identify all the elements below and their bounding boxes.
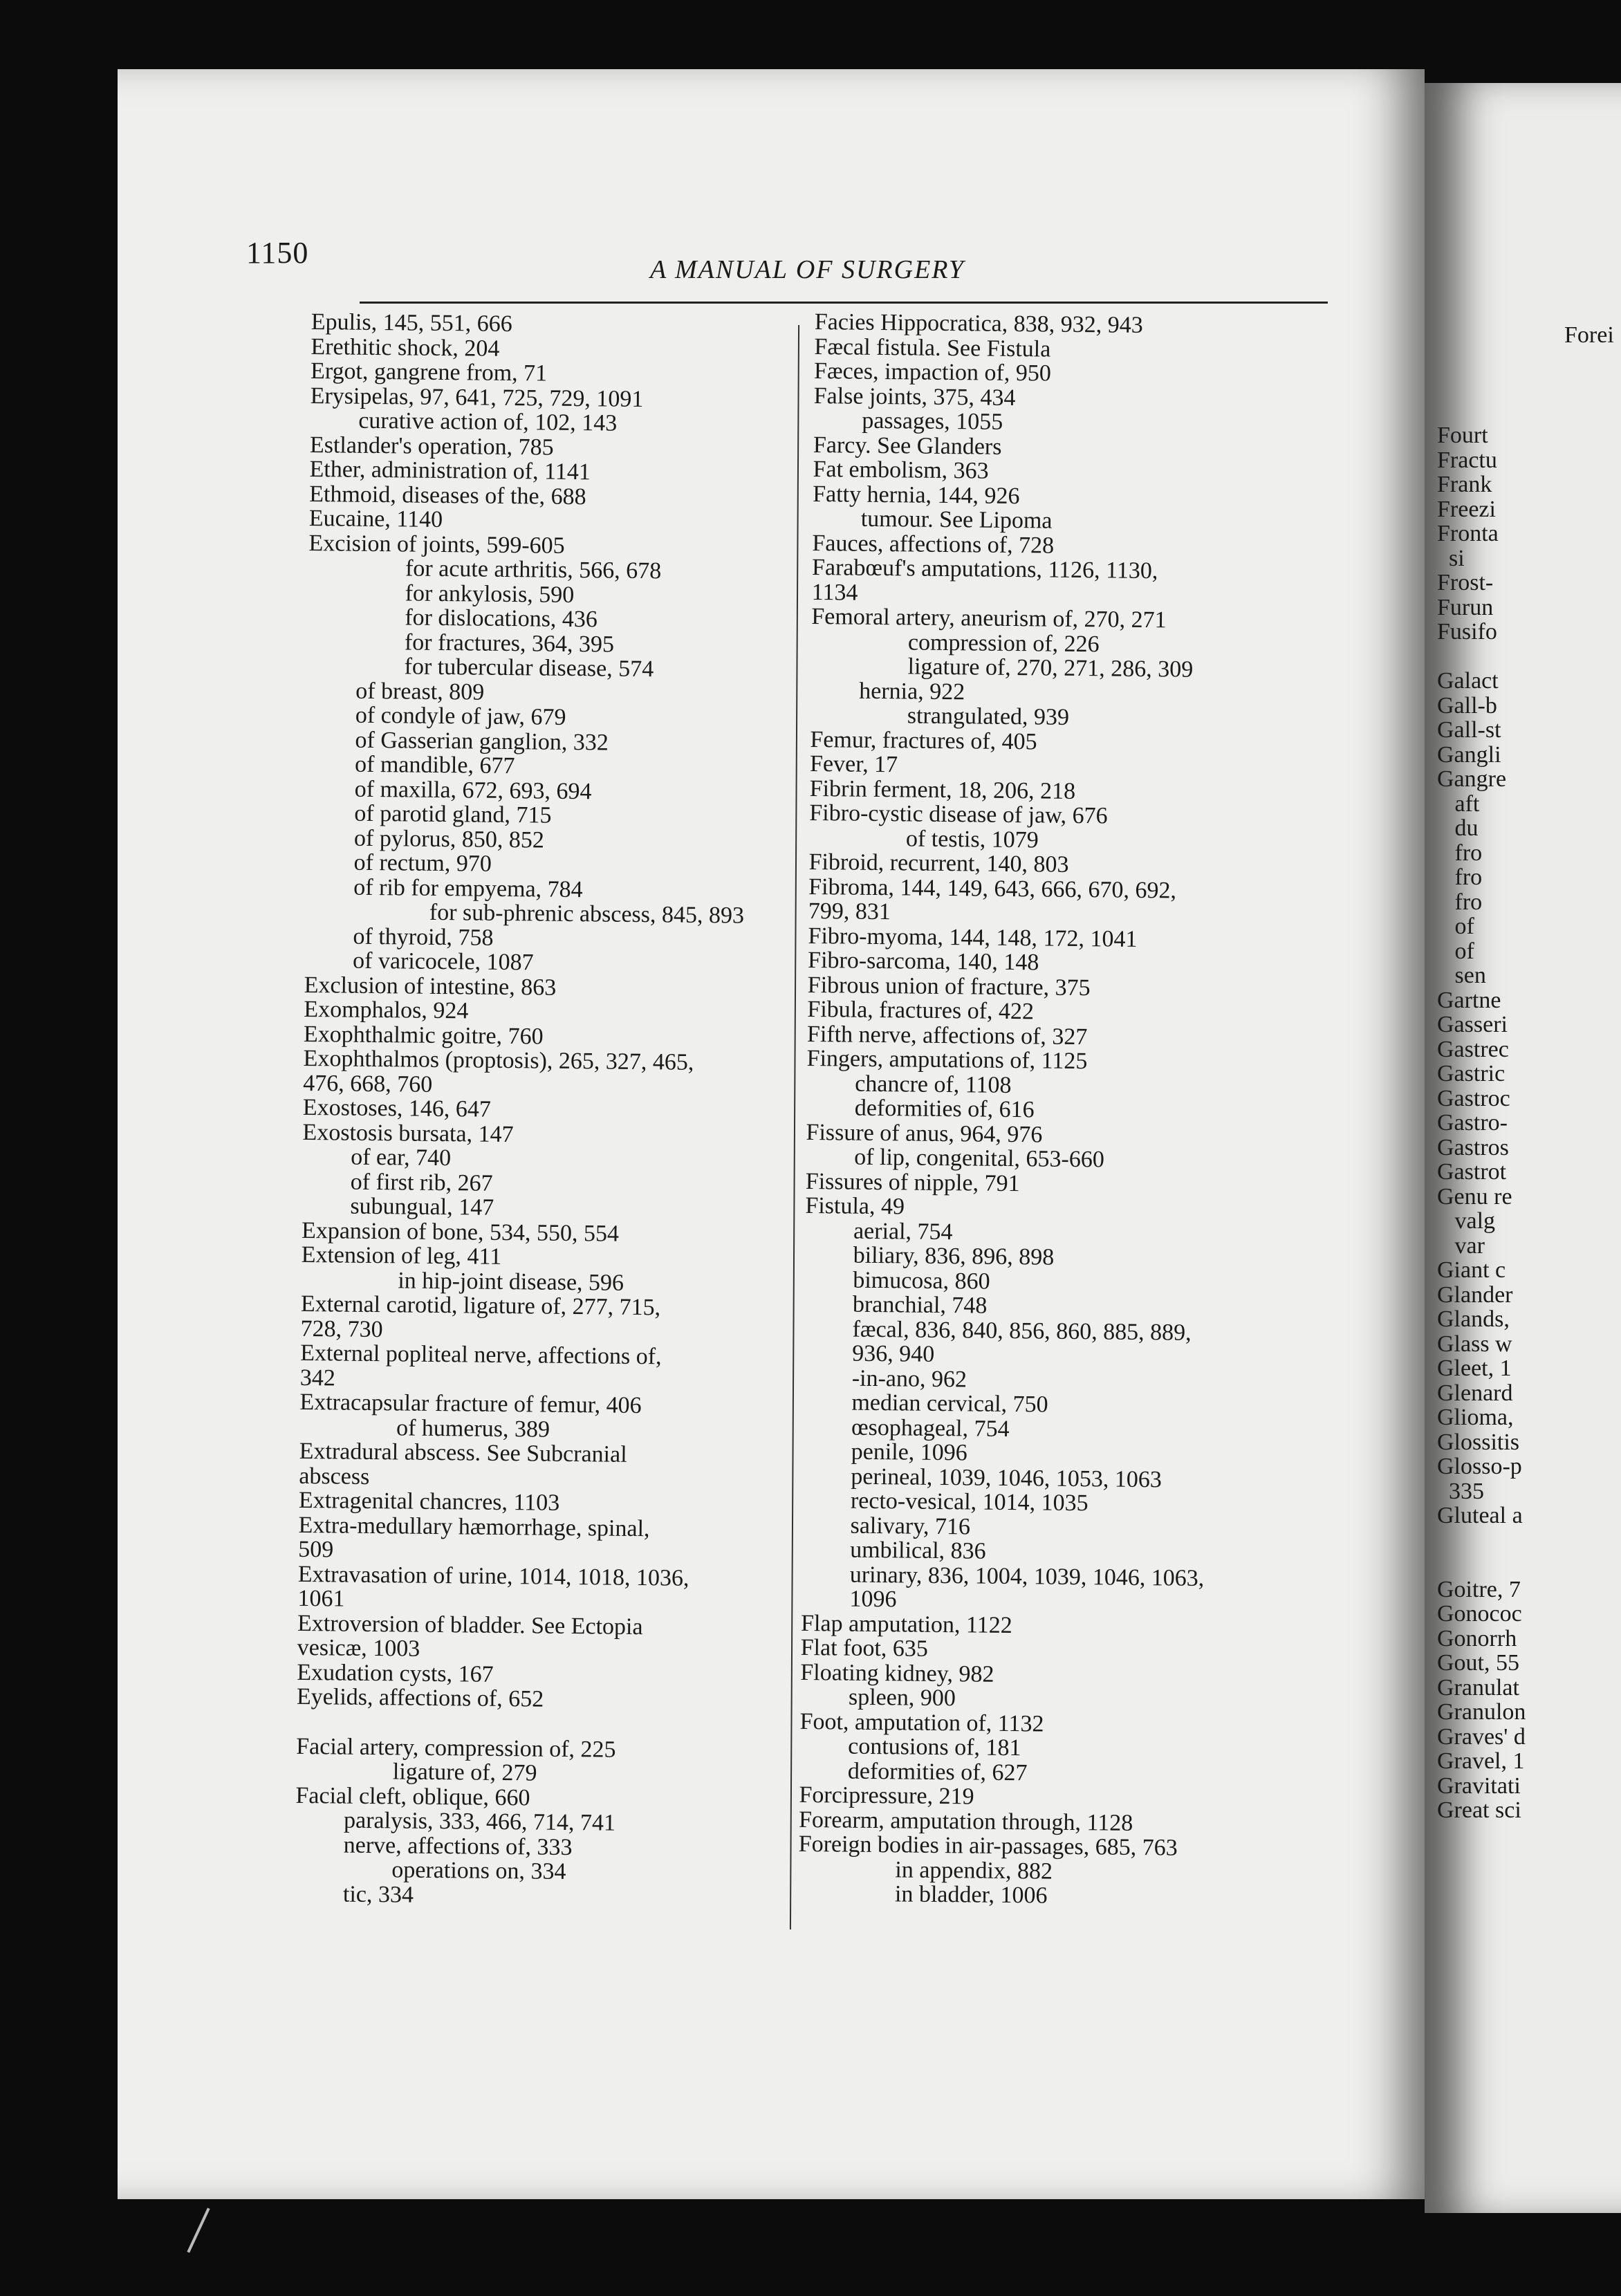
index-entry: Fibula, fractures of, 422 bbox=[807, 996, 1035, 1025]
facing-page-entry: Gleet, 1 bbox=[1437, 1355, 1512, 1381]
facing-page-entry: Gartne bbox=[1437, 987, 1501, 1013]
index-entry: Farabœuf's amputations, 1126, 1130, bbox=[811, 554, 1158, 584]
facing-page-entry bbox=[1437, 645, 1526, 669]
index-entry: Foreign bodies in air-passages, 685, 763 bbox=[798, 1831, 1178, 1861]
index-entry: 1096 bbox=[849, 1586, 897, 1613]
index-entry: 509 bbox=[298, 1536, 334, 1563]
index-entry: passages, 1055 bbox=[862, 407, 1003, 435]
facing-page-entry: Glands, bbox=[1437, 1306, 1510, 1332]
index-entry: of pylorus, 850, 852 bbox=[353, 825, 545, 853]
index-entry: of first rib, 267 bbox=[350, 1169, 493, 1196]
index-entry: 476, 668, 760 bbox=[303, 1070, 433, 1098]
facing-page-entry: Gonococ bbox=[1437, 1601, 1522, 1627]
index-entry: of rib for empyema, 784 bbox=[353, 874, 583, 902]
index-entry: for dislocations, 436 bbox=[405, 604, 598, 633]
index-entry: Fingers, amputations of, 1125 bbox=[806, 1045, 1088, 1075]
index-entry: œsophageal, 754 bbox=[851, 1414, 1010, 1442]
facing-page-entry: Gastroc bbox=[1437, 1085, 1510, 1111]
index-entry: 342 bbox=[299, 1364, 336, 1391]
index-entry: Fibrous union of fracture, 375 bbox=[807, 972, 1091, 1001]
index-entry: Fibro-cystic disease of jaw, 676 bbox=[809, 799, 1108, 829]
index-entry: Foot, amputation of, 1132 bbox=[799, 1708, 1044, 1737]
index-entry: Floating kidney, 982 bbox=[800, 1659, 994, 1687]
facing-page-entry bbox=[1437, 350, 1526, 375]
index-entry: chancre of, 1108 bbox=[855, 1071, 1012, 1098]
facing-page-entry: fro bbox=[1437, 864, 1483, 890]
index-entry: Fibroid, recurrent, 140, 803 bbox=[808, 849, 1069, 878]
index-entry: Flap amputation, 1122 bbox=[800, 1610, 1012, 1638]
index-entry: ligature of, 270, 271, 286, 309 bbox=[907, 654, 1194, 683]
index-entry: nerve, affections of, 333 bbox=[343, 1832, 573, 1860]
index-entry: Extra-medullary hæmorrhage, spinal, bbox=[298, 1512, 650, 1542]
index-entry: of thyroid, 758 bbox=[353, 923, 494, 951]
facing-page-header: Forei bbox=[1564, 322, 1614, 348]
facing-page-entry: Genu re bbox=[1437, 1183, 1512, 1210]
facing-page-entry: Fractu bbox=[1437, 447, 1497, 473]
index-entry: Exostosis bursata, 147 bbox=[302, 1119, 514, 1147]
index-entry: for acute arthritis, 566, 678 bbox=[405, 555, 662, 584]
facing-page-entry: of bbox=[1437, 914, 1474, 939]
index-entry: 799, 831 bbox=[808, 898, 891, 925]
index-entry: Eyelids, affections of, 652 bbox=[296, 1683, 544, 1712]
index-entry: Exudation cysts, 167 bbox=[297, 1659, 494, 1687]
index-entry: median cervical, 750 bbox=[851, 1389, 1048, 1418]
facing-page-entry: valg bbox=[1437, 1208, 1496, 1234]
index-entry: strangulated, 939 bbox=[907, 703, 1070, 730]
index-entry: branchial, 748 bbox=[852, 1291, 988, 1319]
facing-page-entry: Granulon bbox=[1437, 1699, 1526, 1725]
index-entry: False joints, 375, 434 bbox=[813, 382, 1016, 411]
index-entry: Facial artery, compression of, 225 bbox=[296, 1733, 616, 1763]
index-entry: Ether, administration of, 1141 bbox=[309, 456, 591, 485]
facing-page-entry bbox=[1437, 325, 1526, 350]
index-entry: of condyle of jaw, 679 bbox=[355, 702, 566, 730]
facing-page-entry: Granulat bbox=[1437, 1674, 1519, 1701]
index-entry: hernia, 922 bbox=[859, 678, 965, 705]
index-entry: for sub-phrenic abscess, 845, 893 bbox=[429, 899, 745, 929]
facing-page-entry: Glass w bbox=[1437, 1331, 1512, 1357]
index-column-right bbox=[798, 310, 1299, 1911]
index-entry: Forcipressure, 219 bbox=[799, 1781, 974, 1810]
index-entry: of breast, 809 bbox=[355, 678, 485, 705]
facing-page-entry: Gonorrh bbox=[1437, 1625, 1517, 1651]
index-entry: of testis, 1079 bbox=[905, 825, 1039, 853]
index-entry: Fæcal fistula. See Fistula bbox=[814, 333, 1051, 362]
facing-page-entry: 335 bbox=[1437, 1478, 1484, 1504]
index-entry: fæcal, 836, 840, 856, 860, 885, 889, bbox=[852, 1316, 1192, 1346]
facing-page-entry: Gall-st bbox=[1437, 717, 1501, 743]
index-entry: Expansion of bone, 534, 550, 554 bbox=[301, 1217, 620, 1247]
index-entry: of parotid gland, 715 bbox=[354, 800, 552, 828]
index-entry: Fat embolism, 363 bbox=[813, 456, 989, 484]
index-entry: Femur, fractures of, 405 bbox=[810, 726, 1037, 754]
facing-page-entry: var bbox=[1437, 1232, 1485, 1259]
facing-page-entry: of bbox=[1437, 938, 1474, 964]
index-column-left bbox=[295, 310, 795, 1911]
index-entry: deformities of, 616 bbox=[854, 1095, 1035, 1123]
index-entry: Excision of joints, 599-605 bbox=[308, 530, 565, 559]
facing-page-entry: aft bbox=[1437, 790, 1480, 817]
facing-page-entry: fro bbox=[1437, 840, 1483, 866]
facing-page-entry: Gastric bbox=[1437, 1061, 1506, 1086]
index-entry: 1134 bbox=[811, 579, 858, 606]
index-entry: deformities of, 627 bbox=[847, 1758, 1028, 1786]
index-entry: bimucosa, 860 bbox=[853, 1267, 990, 1295]
facing-page-entry: Graves' d bbox=[1437, 1723, 1526, 1750]
facing-page-entry: Gangli bbox=[1437, 741, 1501, 768]
index-entry: in bladder, 1006 bbox=[894, 1881, 1048, 1909]
index-entry: Fifth nerve, affections of, 327 bbox=[806, 1021, 1088, 1050]
index-entry: biliary, 836, 896, 898 bbox=[853, 1242, 1055, 1270]
index-entry: Fauces, affections of, 728 bbox=[812, 530, 1055, 559]
index-entry: curative action of, 102, 143 bbox=[358, 407, 618, 436]
facing-page-entry: Fusifo bbox=[1437, 619, 1497, 645]
index-entry: Eucaine, 1140 bbox=[308, 505, 443, 533]
facing-page-entry bbox=[1437, 1528, 1526, 1553]
facing-page-entry: Gluteal a bbox=[1437, 1503, 1523, 1528]
running-title: A MANUAL OF SURGERY bbox=[650, 255, 965, 284]
facing-page-entry bbox=[1437, 374, 1526, 399]
facing-page-column bbox=[1437, 325, 1526, 1823]
index-entry: tic, 334 bbox=[342, 1881, 414, 1908]
index-entry: Erethitic shock, 204 bbox=[311, 333, 500, 362]
index-entry: Fissure of anus, 964, 976 bbox=[806, 1119, 1043, 1148]
facing-page-entry: Frost- bbox=[1437, 570, 1494, 595]
index-entry: in hip-joint disease, 596 bbox=[398, 1267, 624, 1296]
index-entry: Fatty hernia, 144, 926 bbox=[813, 481, 1020, 509]
index-entry: for ankylosis, 590 bbox=[405, 580, 575, 608]
index-entry: Ergot, gangrene from, 71 bbox=[310, 358, 548, 387]
index-entry: -in-ano, 962 bbox=[851, 1365, 967, 1392]
facing-page-entry: Gastros bbox=[1437, 1134, 1509, 1160]
index-entry: Fæces, impaction of, 950 bbox=[813, 358, 1052, 387]
facing-page-entry: Gastro- bbox=[1437, 1110, 1508, 1136]
index-entry: Exclusion of intestine, 863 bbox=[304, 972, 557, 1001]
index-entry: salivary, 716 bbox=[850, 1512, 971, 1539]
index-entry: spleen, 900 bbox=[848, 1684, 956, 1712]
index-entry: Exomphalos, 924 bbox=[304, 996, 469, 1024]
index-entry: of ear, 740 bbox=[350, 1144, 452, 1172]
index-entry: Exophthalmos (proptosis), 265, 327, 465, bbox=[303, 1045, 694, 1075]
facing-page-entry: Gravel, 1 bbox=[1437, 1748, 1525, 1774]
facing-page-entry: Fronta bbox=[1437, 521, 1499, 546]
facing-page-entry: fro bbox=[1437, 889, 1483, 915]
index-entry: External popliteal nerve, affections of, bbox=[300, 1340, 662, 1370]
index-entry: abscess bbox=[299, 1463, 370, 1490]
scan-mark bbox=[187, 2207, 210, 2252]
facing-page-entry: Gall-b bbox=[1437, 692, 1497, 719]
facing-page-entry: Gasseri bbox=[1437, 1012, 1508, 1037]
facing-page-entry: Frank bbox=[1437, 472, 1492, 497]
index-entry: of rectum, 970 bbox=[353, 849, 492, 877]
index-entry: of Gasserian ganglion, 332 bbox=[355, 727, 609, 756]
facing-page-entry: Freezi bbox=[1437, 496, 1496, 522]
facing-page-entry: Gangre bbox=[1437, 766, 1507, 792]
facing-page-entry: Gravitati bbox=[1437, 1772, 1521, 1799]
index-entry: urinary, 836, 1004, 1039, 1046, 1063, bbox=[849, 1562, 1205, 1591]
index-entry: Fibro-myoma, 144, 148, 172, 1041 bbox=[808, 923, 1138, 952]
index-entry: Extradural abscess. See Subcranial bbox=[299, 1438, 627, 1468]
facing-page-entry: Glenard bbox=[1437, 1380, 1513, 1406]
index-entry: Exostoses, 146, 647 bbox=[302, 1094, 492, 1122]
index-entry: for tubercular disease, 574 bbox=[404, 654, 654, 683]
index-entry: Extroversion of bladder. See Ectopia bbox=[297, 1610, 643, 1640]
facing-page-entry: Great sci bbox=[1437, 1797, 1521, 1823]
index-entry: of lip, congenital, 653-660 bbox=[853, 1144, 1105, 1173]
index-entry: Flat foot, 635 bbox=[800, 1634, 929, 1662]
index-entry: 728, 730 bbox=[300, 1315, 383, 1342]
index-entry: recto-vesical, 1014, 1035 bbox=[850, 1488, 1089, 1517]
index-entry: perineal, 1039, 1046, 1053, 1063 bbox=[851, 1463, 1163, 1492]
facing-page-entry: Glossitis bbox=[1437, 1429, 1520, 1455]
index-entry: contusions of, 181 bbox=[848, 1733, 1021, 1761]
facing-page-entry: Gout, 55 bbox=[1437, 1650, 1519, 1676]
index-entry: of mandible, 677 bbox=[354, 751, 515, 779]
index-entry: Forearm, amputation through, 1128 bbox=[798, 1806, 1133, 1836]
index-entry: Femoral artery, aneurism of, 270, 271 bbox=[811, 603, 1167, 633]
index-entry: ligature of, 279 bbox=[392, 1759, 537, 1786]
header-rule bbox=[360, 302, 1328, 304]
index-entry: in appendix, 882 bbox=[895, 1856, 1053, 1885]
index-entry: Fibro-sarcoma, 140, 148 bbox=[807, 947, 1039, 976]
index-entry: Fissures of nipple, 791 bbox=[805, 1168, 1020, 1196]
facing-page-entry: Fourt bbox=[1437, 423, 1488, 448]
index-entry: Fever, 17 bbox=[809, 750, 898, 778]
index-entry: aerial, 754 bbox=[853, 1218, 953, 1245]
index-entry: Facial cleft, oblique, 660 bbox=[295, 1782, 530, 1811]
facing-page-entry: Glioma, bbox=[1437, 1405, 1514, 1430]
facing-page-entry: Furun bbox=[1437, 594, 1494, 620]
facing-page-entry: Giant c bbox=[1437, 1257, 1506, 1283]
index-entry: Erysipelas, 97, 641, 725, 729, 1091 bbox=[310, 382, 644, 412]
index-entry: subungual, 147 bbox=[350, 1193, 494, 1221]
index-entry: penile, 1096 bbox=[851, 1438, 967, 1466]
index-entry: tumour. See Lipoma bbox=[860, 506, 1053, 534]
index-entry: Extracapsular fracture of femur, 406 bbox=[299, 1389, 642, 1419]
index-entry: of humerus, 389 bbox=[396, 1414, 550, 1443]
index-entry: vesicæ, 1003 bbox=[297, 1634, 420, 1662]
index-entry: paralysis, 333, 466, 714, 741 bbox=[343, 1807, 616, 1836]
facing-page-entry: Galact bbox=[1437, 668, 1499, 694]
index-entry: of varicocele, 1087 bbox=[352, 947, 534, 976]
index-entry: Extravasation of urine, 1014, 1018, 1036, bbox=[297, 1561, 689, 1591]
facing-page-entry: Goitre, 7 bbox=[1437, 1576, 1521, 1602]
index-entry: operations on, 334 bbox=[391, 1857, 566, 1885]
index-entry: Epulis, 145, 551, 666 bbox=[311, 309, 512, 337]
index-entry: Farcy. See Glanders bbox=[813, 432, 1002, 460]
index-entry: Extragenital chancres, 1103 bbox=[298, 1487, 560, 1516]
facing-page-entry: du bbox=[1437, 815, 1479, 841]
index-entry: 1061 bbox=[297, 1585, 345, 1612]
facing-page-entry: sen bbox=[1437, 963, 1486, 988]
index-entry: for fractures, 364, 395 bbox=[404, 629, 615, 658]
index-entry: Exophthalmic goitre, 760 bbox=[303, 1021, 544, 1050]
index-entry: umbilical, 836 bbox=[850, 1537, 986, 1564]
facing-page-entry: si bbox=[1437, 545, 1465, 571]
facing-page-entry: Gastrec bbox=[1437, 1036, 1509, 1062]
index-entry: Ethmoid, diseases of the, 688 bbox=[309, 481, 586, 510]
index-entry: Facies Hippocratica, 838, 932, 943 bbox=[814, 309, 1143, 338]
index-entry: Estlander's operation, 785 bbox=[309, 432, 554, 461]
index-entry: Fibroma, 144, 149, 643, 666, 670, 692, bbox=[808, 873, 1177, 904]
facing-page-entry: Glander bbox=[1437, 1281, 1513, 1308]
facing-page-entry: Gastrot bbox=[1437, 1159, 1507, 1185]
facing-page-entry bbox=[1437, 1553, 1526, 1577]
index-entry: Extension of leg, 411 bbox=[301, 1241, 502, 1270]
index-entry: Fistula, 49 bbox=[805, 1192, 905, 1220]
facing-page-entry: Glosso-p bbox=[1437, 1454, 1522, 1479]
index-entry: compression of, 226 bbox=[907, 629, 1100, 657]
index-entry: External carotid, ligature of, 277, 715, bbox=[300, 1290, 661, 1321]
index-entry: 936, 940 bbox=[852, 1340, 935, 1367]
index-entry: of maxilla, 672, 693, 694 bbox=[354, 776, 592, 804]
index-entry: Fibrin ferment, 18, 206, 218 bbox=[809, 775, 1076, 804]
facing-page-entry bbox=[1437, 399, 1526, 424]
page-number: 1150 bbox=[246, 236, 309, 270]
